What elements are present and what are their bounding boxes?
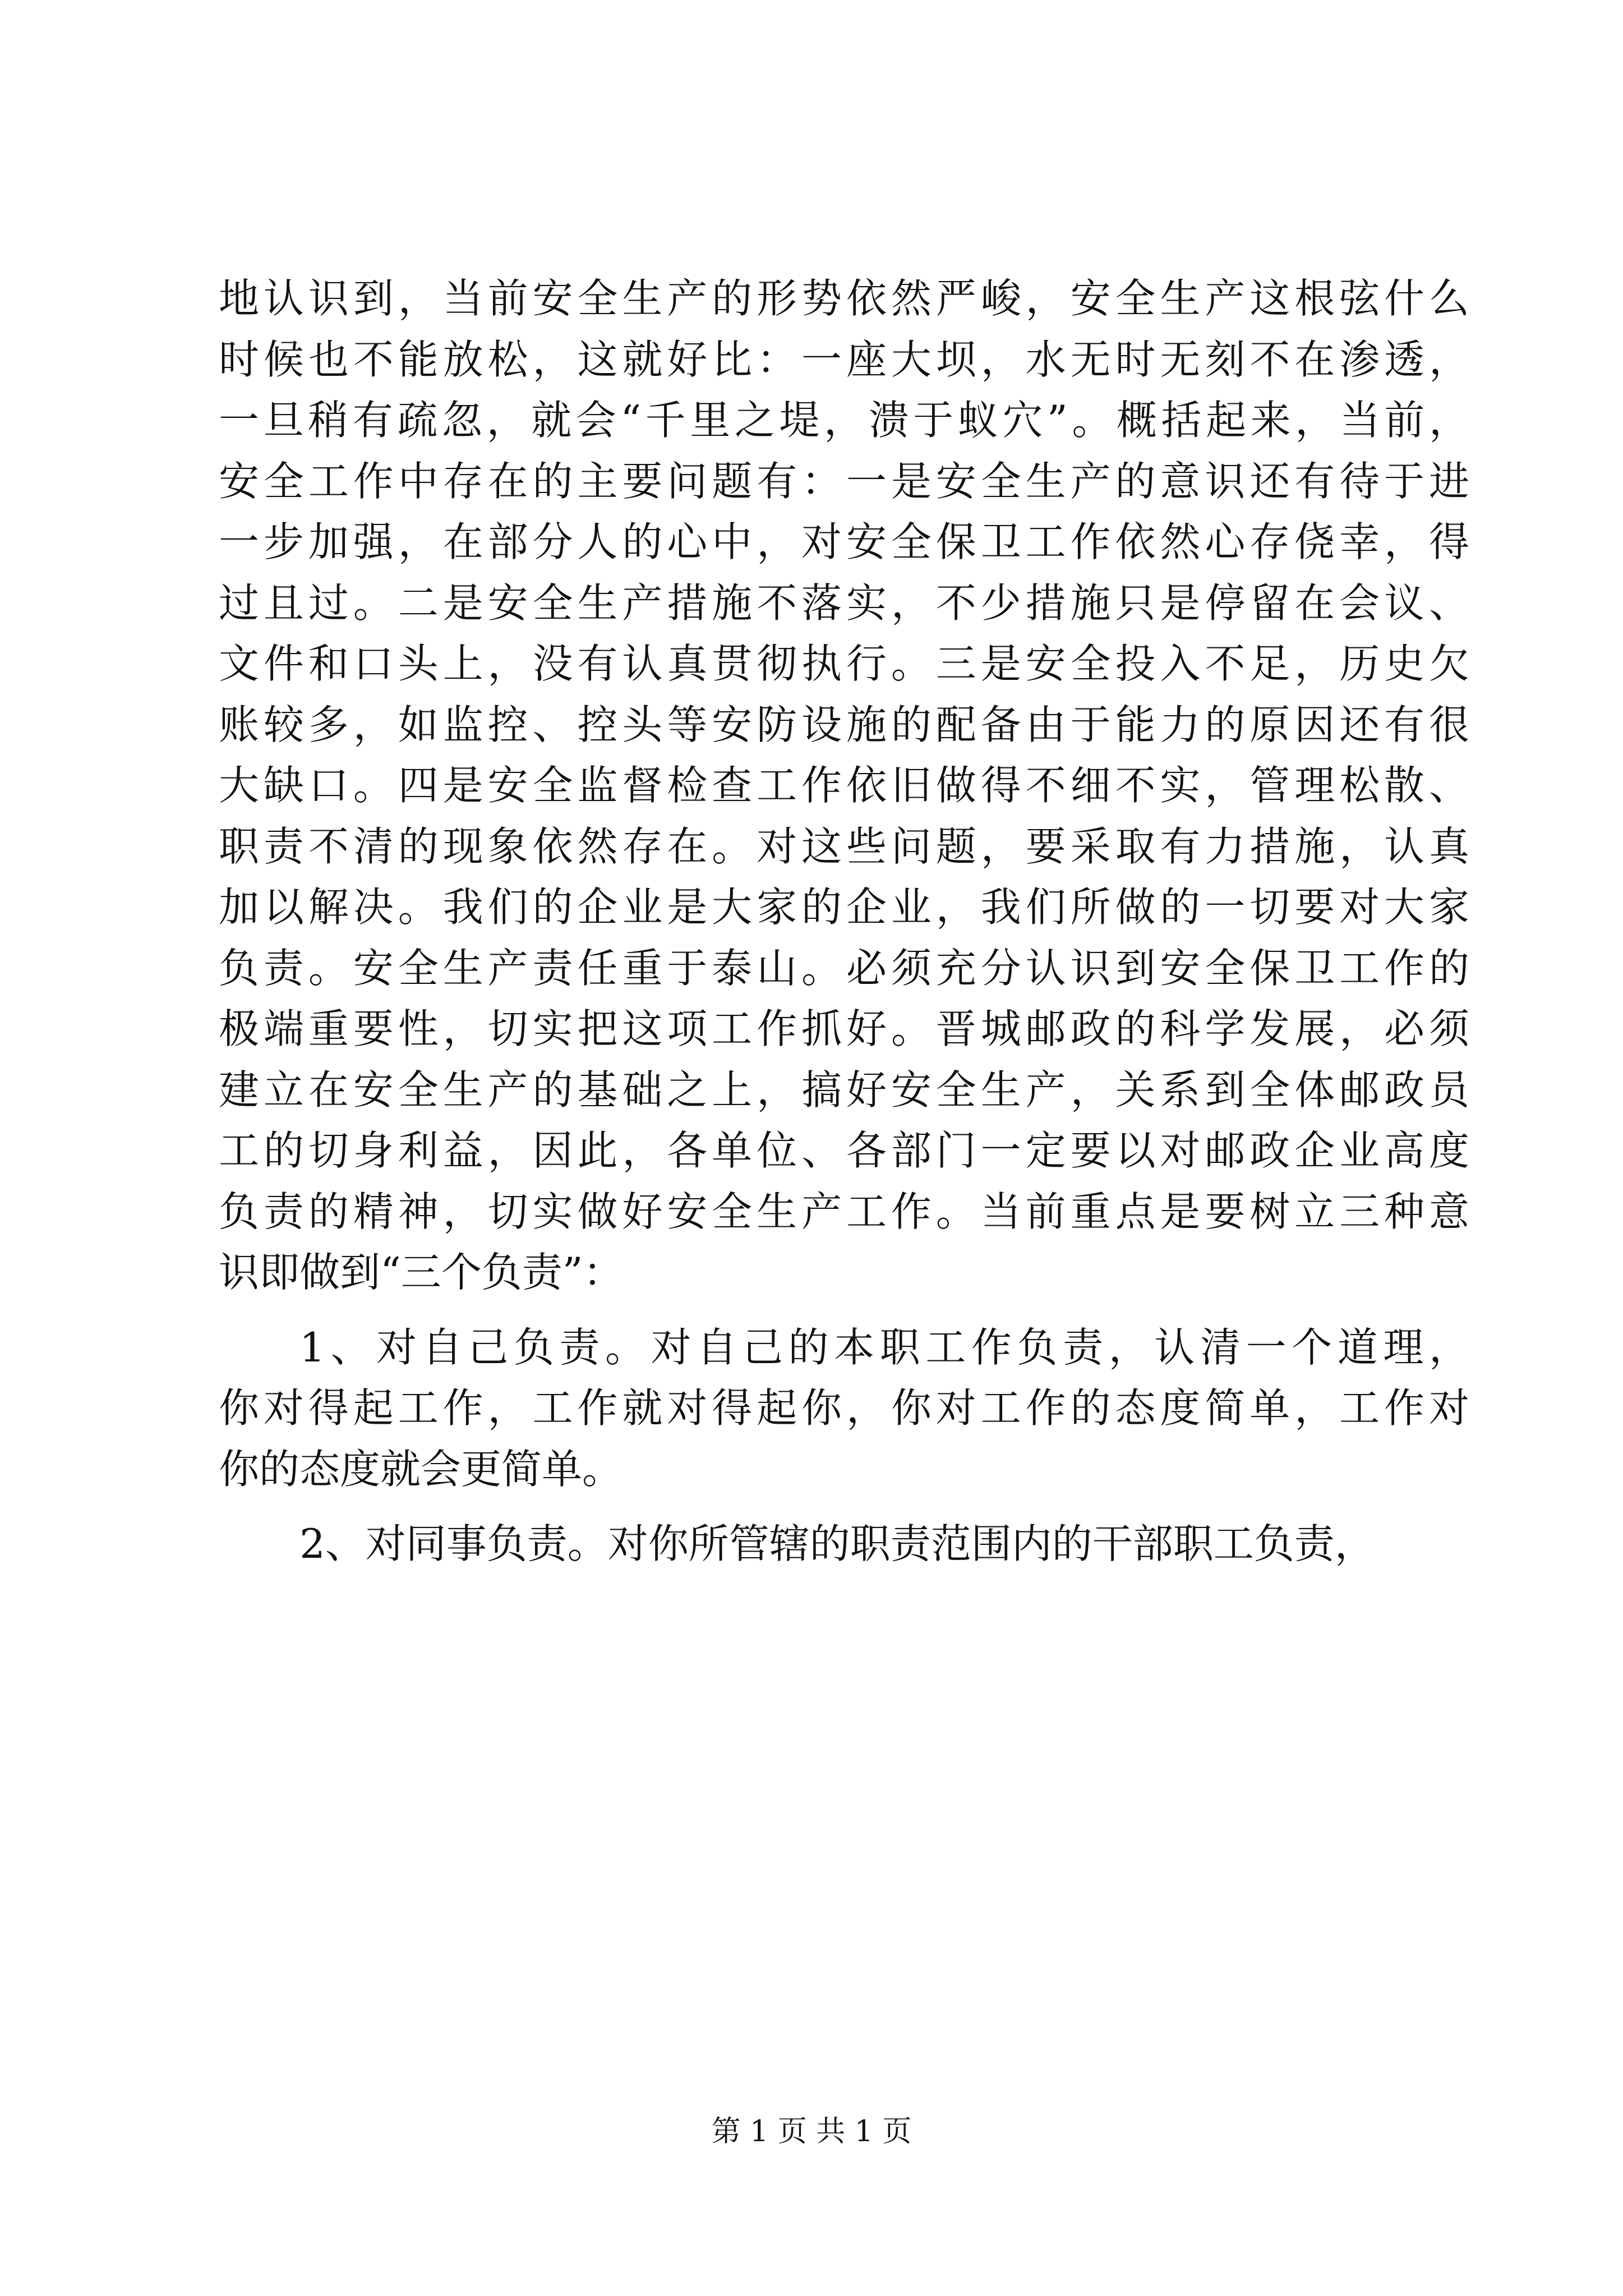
text-line: 建立在安全生产的基础之上，搞好安全生产，关系到全体邮政员 (219, 1066, 1469, 1114)
text-line: 大缺口。四是安全监督检查工作依旧做得不细不实，管理松散、 (219, 762, 1469, 809)
text-line: 安全工作中存在的主要问题有：一是安全生产的意识还有待于进 (219, 457, 1469, 505)
page-footer: 第 1 页 共 1 页 (711, 2115, 912, 2148)
text-line: 负责的精神，切实做好安全生产工作。当前重点是要树立三种意 (219, 1188, 1469, 1235)
text-line: 过且过。二是安全生产措施不落实，不少措施只是停留在会议、 (219, 579, 1469, 627)
paragraph (219, 1513, 1469, 1575)
text-line: 极端重要性，切实把这项工作抓好。晋城邮政的科学发展，必须 (219, 1005, 1469, 1052)
paragraph (219, 1317, 1469, 1500)
text-line: 一步加强，在部分人的心中，对安全保卫工作依然心存侥幸，得 (219, 518, 1469, 565)
paragraph-gap (219, 1303, 1469, 1317)
paragraph (219, 268, 1469, 1303)
text-line: 你的态度就会更简单。 (219, 1445, 623, 1493)
text-line: 1、对自己负责。对自己的本职工作负责，认清一个道理， (299, 1323, 1469, 1371)
text-line: 一旦稍有疏忽，就会“千里之堤，溃于蚁穴”。概括起来，当前， (219, 397, 1469, 444)
text-line: 2、对同事负责。对你所管辖的职责范围内的干部职工负责， (299, 1520, 1375, 1567)
document-body (219, 268, 1469, 1575)
text-line: 工的切身利益，因此，各单位、各部门一定要以对邮政企业高度 (219, 1127, 1469, 1174)
text-line: 文件和口头上，没有认真贯彻执行。三是安全投入不足，历史欠 (219, 640, 1469, 687)
text-line: 负责。安全生产责任重于泰山。必须充分认识到安全保卫工作的 (219, 944, 1469, 992)
text-line: 你对得起工作，工作就对得起你，你对工作的态度简单，工作对 (219, 1384, 1469, 1432)
paragraph-gap (219, 1499, 1469, 1513)
text-line: 账较多，如监控、控头等安防设施的配备由于能力的原因还有很 (219, 701, 1469, 748)
text-line: 地认识到，当前安全生产的形势依然严峻，安全生产这根弦什么 (219, 275, 1469, 322)
text-line: 加以解决。我们的企业是大家的企业，我们所做的一切要对大家 (219, 884, 1469, 931)
text-line: 职责不清的现象依然存在。对这些问题，要采取有力措施，认真 (219, 822, 1469, 870)
text-line: 识即做到“三个负责”： (219, 1249, 624, 1296)
text-line: 时候也不能放松，这就好比：一座大坝，水无时无刻不在渗透， (219, 335, 1469, 383)
